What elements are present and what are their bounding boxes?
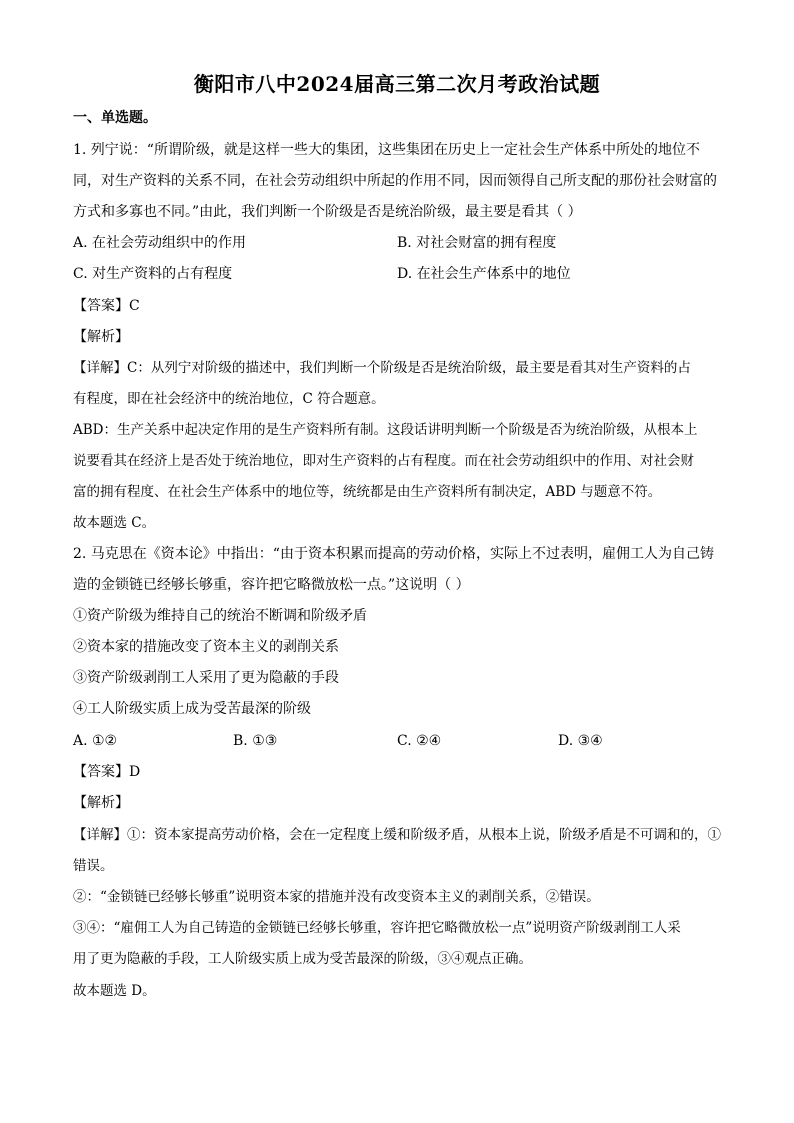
q1-detail-line: 有程度，即在社会经济中的统治地位，C 符合题意。 bbox=[73, 391, 385, 407]
q1-answer: 【答案】C bbox=[73, 298, 140, 314]
q2-stem-line: 2. 马克思在《资本论》中指出：“由于资本积累而提高的劳动价格，实际上不过表明，雇佣工人为自己铸 bbox=[73, 546, 714, 562]
q2-item: ②资本家的措施改变了资本主义的剥削关系 bbox=[73, 639, 339, 655]
q1-detail-line: 说要看其在经济上是否处于统治地位，即对生产资料的占有程度。而在社会劳动组织中的作用、对社会财 bbox=[73, 453, 694, 469]
page-title: 衡阳市八中2024届高三第二次月考政治试题 bbox=[193, 72, 601, 96]
q1-option-c: C. 对生产资料的占有程度 bbox=[73, 266, 233, 282]
q2-item: ①资产阶级为维持自己的统治不断调和阶级矛盾 bbox=[73, 608, 367, 624]
q2-detail-line: ②：“金锁链已经够长够重”说明资本家的措施并没有改变资本主义的剥削关系，②错误。 bbox=[73, 889, 600, 905]
q2-option-a: A. ①② bbox=[73, 733, 118, 749]
q1-detail-line: 故本题选 C。 bbox=[73, 515, 156, 531]
q1-detail-line: 富的拥有程度、在社会生产体系中的地位等，统统都是由生产资料所有制决定，ABD 与题意不符。 bbox=[73, 484, 662, 500]
q1-option-b: B. 对社会财富的拥有程度 bbox=[397, 235, 557, 251]
q1-detail-line: 【详解】C：从列宁对阶级的描述中，我们判断一个阶级是否是统治阶级，最主要是看其对生产资料的占 bbox=[73, 360, 691, 376]
q2-option-b: B. ①③ bbox=[233, 733, 278, 749]
q2-option-c: C. ②④ bbox=[397, 733, 442, 749]
q1-stem-line: 1. 列宁说：“所谓阶级，就是这样一些大的集团，这些集团在历史上一定社会生产体系中所处的地位不 bbox=[73, 142, 700, 158]
q1-option-d: D. 在社会生产体系中的地位 bbox=[397, 266, 571, 282]
q2-detail-line: 错误。 bbox=[73, 858, 114, 874]
q2-detail-line: 【详解】①：资本家提高劳动价格，会在一定程度上缓和阶级矛盾，从根本上说，阶级矛盾是不可调和的，① bbox=[73, 827, 721, 843]
q2-detail-line: 故本题选 D。 bbox=[73, 983, 156, 999]
q1-analysis-label: 【解析】 bbox=[73, 329, 129, 345]
q2-option-d: D. ③④ bbox=[558, 733, 603, 749]
q1-stem-line: 同，对生产资料的关系不同，在社会劳动组织中所起的作用不同，因而领得自己所支配的那份社会财富的 bbox=[73, 173, 717, 189]
q1-stem-line: 方式和多寡也不同。”由此，我们判断一个阶级是否是统治阶级，最主要是看其（ ） bbox=[73, 204, 582, 220]
q2-analysis-label: 【解析】 bbox=[73, 795, 129, 811]
q2-answer: 【答案】D bbox=[73, 764, 141, 780]
q2-item: ③资产阶级剥削工人采用了更为隐蔽的手段 bbox=[73, 670, 339, 686]
q2-item: ④工人阶级实质上成为受苦最深的阶级 bbox=[73, 701, 311, 717]
q2-detail-line: ③④：“雇佣工人为自己铸造的金锁链已经够长够重，容许把它略微放松一点”说明资产阶级剥削工人采 bbox=[73, 920, 681, 936]
q2-detail-line: 用了更为隐蔽的手段，工人阶级实质上成为受苦最深的阶级，③④观点正确。 bbox=[73, 951, 532, 967]
q2-stem-line: 造的金锁链已经够长够重，容许把它略微放松一点。”这说明（ ） bbox=[73, 577, 470, 593]
q1-detail-line: ABD：生产关系中起决定作用的是生产资料所有制。这段话讲明判断一个阶级是否为统治阶级，从根本上 bbox=[73, 422, 698, 438]
section-heading: 一、单选题。 bbox=[73, 110, 157, 126]
q1-option-a: A. 在社会劳动组织中的作用 bbox=[73, 235, 247, 251]
